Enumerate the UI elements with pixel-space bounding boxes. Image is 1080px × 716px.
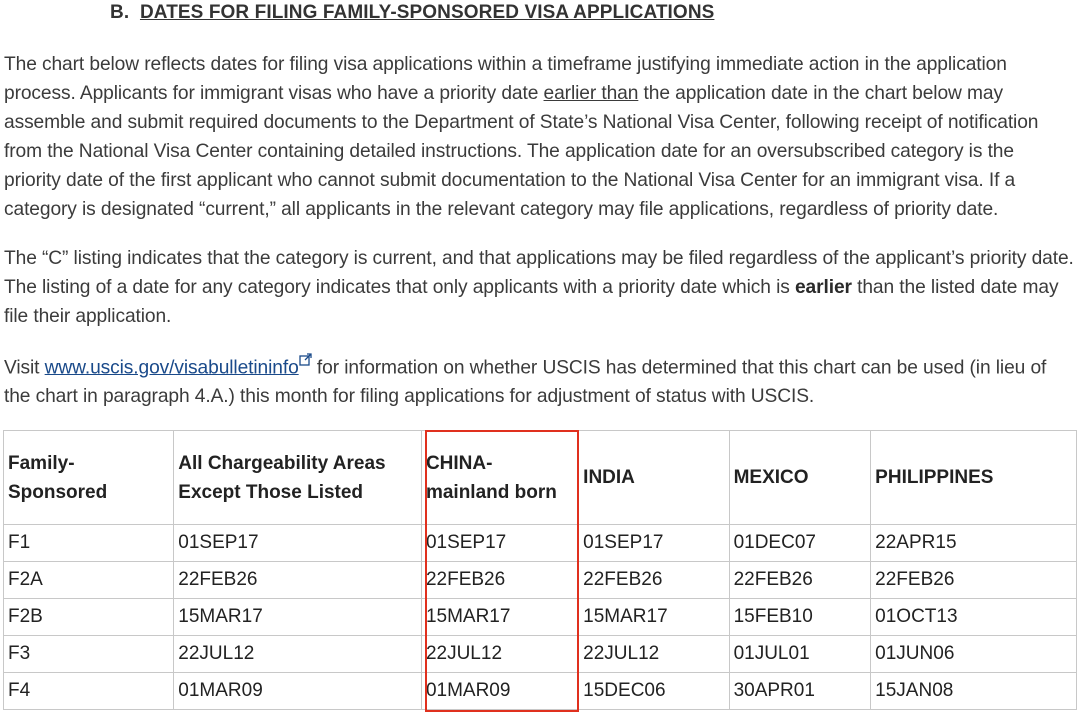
section-title: DATES FOR FILING FAMILY-SPONSORED VISA APPLICATIONS	[139, 2, 715, 23]
p1-text-2: the application date in the chart below may assemble and submit required documents to the Department of State’s National Visa Center, following receipt of notification from the National Visa Center containing detailed instructions. The application date for an oversubscribed category is the priority date of the first applicant who cannot submit documentation to the National Visa Center for an immigrant visa. If a category is designated “current,” all applicants in the relevant category may file applications, regardless of priority date.	[4, 83, 1039, 220]
table-cell: 15JAN08	[871, 673, 1077, 710]
external-link-icon[interactable]	[299, 352, 312, 365]
section-letter: B.	[110, 2, 130, 23]
header-family-sponsored: Family-Sponsored	[4, 431, 174, 525]
table-row	[4, 673, 1077, 710]
table-cell: 22FEB26	[174, 562, 422, 599]
p3-suffix: for information on whether USCIS has determined that this chart can be used (in lieu of the chart in paragraph 4.A.) this month for filing applications for adjustment of status with USCIS.	[4, 357, 1047, 408]
p1-text-1: The chart below reflects dates for filing visa applications within a timeframe justifying immediate action in the application process. Applicants for immigrant visas who have a priority date	[4, 54, 1007, 104]
table-row	[4, 636, 1077, 673]
category-cell: F2B	[4, 599, 174, 636]
header-china: CHINA-mainland born	[421, 431, 578, 525]
table-cell: 01DEC07	[729, 525, 871, 562]
category-cell: F2A	[4, 562, 174, 599]
table-row	[4, 562, 1077, 599]
table-cell: 01MAR09	[174, 673, 422, 710]
table-cell: 01SEP17	[174, 525, 422, 562]
table-cell: 01OCT13	[871, 599, 1077, 636]
p2-text-2: than the listed date may file their application.	[4, 277, 1059, 327]
header-india: INDIA	[579, 431, 729, 525]
table-cell: 01JUN06	[871, 636, 1077, 673]
table-cell: 15MAR17	[174, 599, 422, 636]
table-cell: 01SEP17	[421, 525, 578, 562]
table-cell: 01SEP17	[579, 525, 729, 562]
section-heading	[110, 2, 714, 24]
table-cell: 22APR15	[871, 525, 1077, 562]
table-cell: 01JUL01	[729, 636, 871, 673]
filing-dates-table	[3, 430, 1077, 710]
table-cell: 15MAR17	[579, 599, 729, 636]
table-cell: 22JUL12	[174, 636, 422, 673]
p1-underlined-text: earlier than	[543, 83, 639, 104]
p3-prefix: Visit	[4, 357, 45, 379]
header-philippines: PHILIPPINES	[871, 431, 1077, 525]
table-cell: 22JUL12	[421, 636, 578, 673]
header-mexico: MEXICO	[729, 431, 871, 525]
table-cell: 15DEC06	[579, 673, 729, 710]
uscis-link[interactable]: www.uscis.gov/visabulletininfo	[44, 357, 299, 379]
table-row	[4, 525, 1077, 562]
table-cell: 22FEB26	[579, 562, 729, 599]
table-header-row	[4, 431, 1077, 525]
uscis-paragraph	[4, 352, 1074, 411]
category-cell: F1	[4, 525, 174, 562]
table-cell: 01MAR09	[421, 673, 578, 710]
category-cell: F4	[4, 673, 174, 710]
table-cell: 30APR01	[729, 673, 871, 710]
header-all-chargeability: All Chargeability Areas Except Those Listed	[174, 431, 422, 525]
table-cell: 15MAR17	[421, 599, 578, 636]
current-listing-paragraph	[4, 244, 1074, 331]
intro-paragraph	[4, 50, 1074, 224]
p2-bold-text: earlier	[794, 277, 852, 298]
table-cell: 22FEB26	[729, 562, 871, 599]
table-cell: 22FEB26	[871, 562, 1077, 599]
category-cell: F3	[4, 636, 174, 673]
table-cell: 15FEB10	[729, 599, 871, 636]
table-cell: 22JUL12	[579, 636, 729, 673]
table-cell: 22FEB26	[421, 562, 578, 599]
p2-text-1: The “C” listing indicates that the category is current, and that applications may be filed regardless of the applicant’s priority date. The listing of a date for any category indicates that only applicants with a priority date which is	[4, 248, 1074, 298]
table-row	[4, 599, 1077, 636]
